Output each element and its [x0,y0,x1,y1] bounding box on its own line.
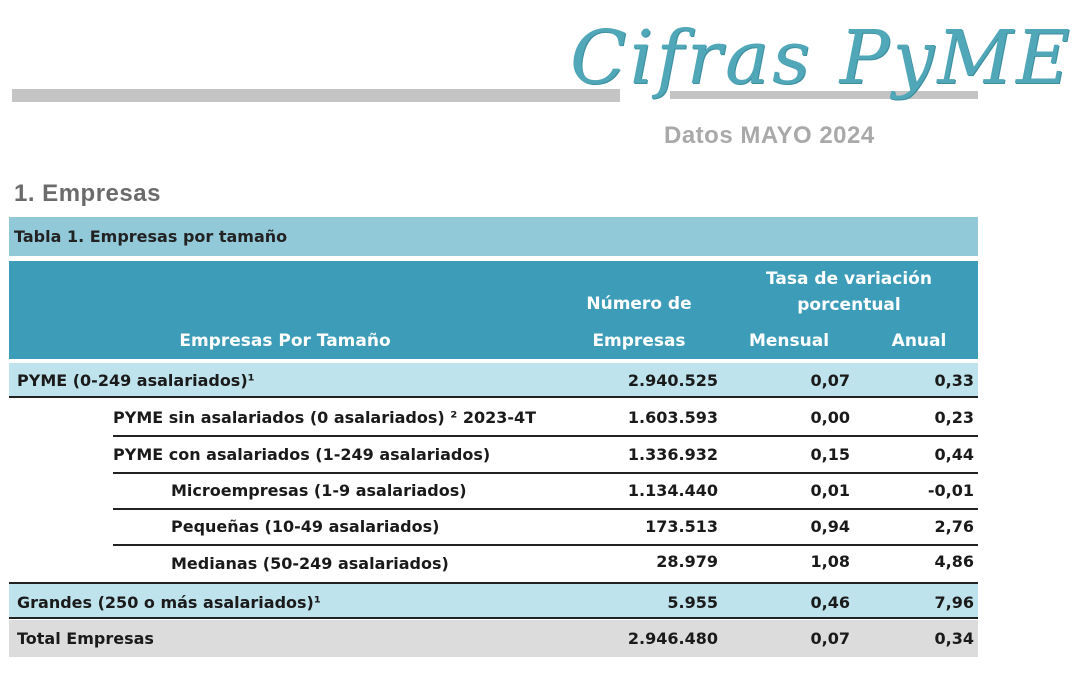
row-monthly: 0,94 [810,517,850,536]
column-header-rate-line1: Tasa de variación [766,269,932,289]
row-number: 2.946.480 [627,629,718,648]
row-monthly: 1,08 [810,552,850,571]
row-label: Microempresas (1-9 asalariados) [171,481,467,500]
table-row [9,474,978,508]
row-annual: 7,96 [934,593,974,612]
table-row [9,546,978,582]
row-monthly: 0,00 [810,408,850,427]
table-row [9,400,978,435]
table-row [9,582,978,619]
row-annual: 0,44 [934,445,974,464]
table-row [9,437,978,472]
row-label: Total Empresas [17,629,154,648]
row-annual: 4,86 [934,552,974,571]
column-header-monthly: Mensual [748,331,830,351]
row-label: Medianas (50-249 asalariados) [171,554,449,573]
row-number: 1.134.440 [627,481,718,500]
row-label: PYME (0-249 asalariados)¹ [17,371,255,390]
table-caption: Tabla 1. Empresas por tamaño [9,217,978,256]
row-number: 1.336.932 [627,445,718,464]
row-monthly: 0,15 [810,445,850,464]
column-header-size: Empresas Por Tamaño [179,331,391,351]
column-header-annual: Anual [891,331,947,351]
row-annual: 2,76 [934,517,974,536]
row-number: 1.603.593 [627,408,718,427]
table-row [9,510,978,544]
row-label: PYME con asalariados (1-249 asalariados) [113,445,491,464]
row-monthly: 0,07 [810,371,850,390]
row-number: 173.513 [645,517,718,536]
row-monthly: 0,07 [810,629,850,648]
table-row [9,363,978,398]
section-title: 1. Empresas [14,180,161,207]
row-label: PYME sin asalariados (0 asalariados) ² 2023-4T [113,408,537,427]
table-row-total [9,620,978,657]
row-number: 28.979 [656,552,718,571]
row-annual: 0,33 [934,371,974,390]
row-monthly: 0,46 [810,593,850,612]
row-annual: -0,01 [927,481,974,500]
report-date-subtitle: Datos MAYO 2024 [664,122,875,149]
row-monthly: 0,01 [810,481,850,500]
column-header-number-line2: Empresas [592,331,686,351]
column-header-number-line1: Número de [586,294,692,314]
table-header [9,261,978,359]
column-header-rate-line2: porcentual [797,295,901,315]
row-label: Pequeñas (10-49 asalariados) [171,517,440,536]
row-annual: 0,34 [934,629,974,648]
row-annual: 0,23 [934,408,974,427]
row-label: Grandes (250 o más asalariados)¹ [17,593,321,612]
brand-logo: Cifras PyME [570,15,1073,101]
row-number: 2.940.525 [627,371,718,390]
header-rule-left [12,89,620,102]
row-number: 5.955 [667,593,718,612]
